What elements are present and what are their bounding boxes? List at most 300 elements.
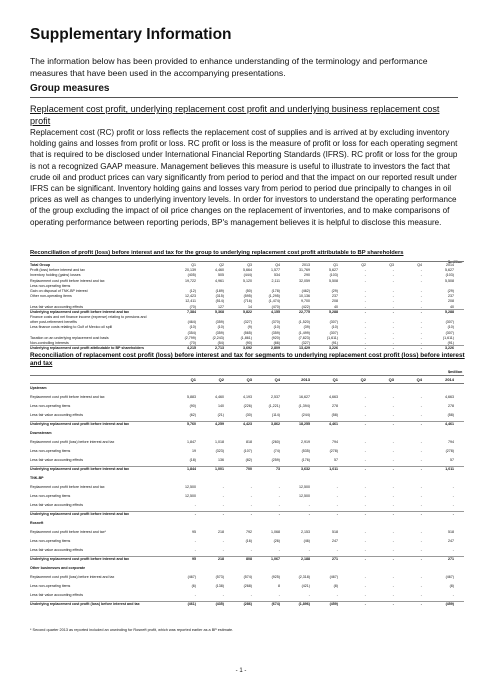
table-cell: - [336,548,338,552]
table-cell: - [420,440,422,444]
row-label: Less fair value accounting effects [30,304,84,309]
table-cell: 3,862 [271,422,280,426]
table-cell: (422) [301,304,310,309]
table-cell: - [308,593,310,597]
table-cell: (107) [243,449,252,453]
row-label: Less finance costs relating to Gulf of Mexico oil spill [30,325,113,330]
table-cell: 4,461 [329,422,338,426]
table-cell: - [420,530,422,534]
table-cell: (461) [187,602,196,606]
table-cell: - [364,530,366,534]
table-cell: Q4 [417,263,422,267]
table-cell: 808 [246,557,252,561]
table-cell: - [336,593,338,597]
table2-header-rule [30,383,464,384]
table-cell: 13,429 [299,346,310,351]
table-cell: - [250,503,252,507]
table-cell: - [420,309,422,314]
table-cell: Q4 [275,263,280,267]
table-cell: (327) [301,341,310,345]
table-cell: - [392,304,394,309]
table-cell: - [336,485,338,489]
table2-row [30,449,464,454]
table-cell: - [392,330,394,335]
intro-paragraph: The information below has been provided to enhance understanding of the terminology and performance measures that have been used in the accompanying presentations. [30,56,428,79]
table2-row [30,557,464,562]
table-cell: - [364,458,366,462]
table-cell: 4,961 [215,278,224,283]
table2-column-header: Q3 [388,377,394,382]
table-cell: - [364,304,366,309]
table2-row [30,404,464,409]
table-cell: (10) [331,325,338,330]
table-cell: - [336,494,338,498]
table-cell: (21) [217,413,224,417]
table-cell: - [452,512,454,516]
table2-row [30,539,464,544]
table-cell: - [420,294,422,299]
table-cell: - [392,395,394,399]
table-cell: 2,188 [301,557,310,561]
table2-row [30,395,464,400]
table-cell: (1,499) [298,330,310,335]
table-cell: 505 [218,273,224,278]
table2-row [30,476,464,481]
table-cell: (1,611) [326,335,338,340]
table-cell: (514) [215,299,224,304]
table-cell: - [420,278,422,283]
table2-row [30,485,464,490]
table-cell: 2,919 [301,440,310,444]
table-cell: (82) [245,458,252,462]
table-cell: - [364,485,366,489]
table-cell: - [336,503,338,507]
table-cell: 4,193 [243,395,252,399]
row-label: Rosneft [30,521,44,525]
table-cell: - [392,530,394,534]
row-label: Less fair value accounting effects [30,413,84,417]
table-cell: - [392,268,394,273]
table-cell: (925) [271,575,280,579]
table-cell: - [222,548,224,552]
table1-top-rule [30,261,464,262]
body-paragraph: Replacement cost (RC) profit or loss reflects the replacement cost of supplies and is arrived at by excluding inventory holding gains and losses from profit or loss. RC profit or loss is the measure of profit or loss for each operating segment that is required to be disclosed under International Financial Reporting Standards (IFRS). RC profit or loss for the group is not a recognized GAAP measure. Management believes this measure is useful to illustrate to investors the fact that crude oil and product prices can vary significantly from period to period and that the impact on our reported result under IFRS can be significant. Inventory holding gains and losses vary from period to period due principally to changes in oil prices as well as changes to underlying inventory levels. In order for investors to understand the operating performance of the group excluding the impact of oil price changes on the replacement of inventories, and to make comparisons of operating performance between reporting periods, BP's management believes it is helpful to disclose this measure. [30,128,458,227]
table-cell: - [278,512,280,516]
table-cell: 208 [448,299,454,304]
table-cell: - [222,485,224,489]
table2-row [30,386,464,391]
table-cell: - [392,503,394,507]
table-cell: 5,368 [215,309,224,314]
table2-row-rule [30,421,464,422]
table-cell: (1,611) [442,335,454,340]
table2-row-rule [30,556,464,557]
row-label: Less fair value accounting effects [30,548,84,552]
table2-row [30,512,464,517]
table-cell: - [420,413,422,417]
table-cell: - [364,593,366,597]
table-cell: (307) [329,330,338,335]
table-cell: (10) [273,325,280,330]
table-cell: - [364,548,366,552]
table-cell: - [364,503,366,507]
table-cell: (307) [445,330,454,335]
table-cell: (470) [271,304,280,309]
table-cell: 2014 [446,263,454,267]
table-cell: (359) [215,320,224,325]
table-cell: 4,215 [187,346,196,351]
table-cell: 278 [332,404,338,408]
table-cell: - [392,289,394,293]
table1-unit: $million [448,260,463,264]
table-cell: - [392,602,394,606]
table-cell: 1,577 [271,268,280,273]
row-label: Finance costs and net finance income (expense) relating to pensions and [30,315,147,319]
table2-row [30,467,464,472]
table-cell: - [308,512,310,516]
table-cell: - [420,449,422,453]
table-cell: 4,663 [329,395,338,399]
table-cell: - [392,335,394,340]
table-cell: (18) [189,458,196,462]
table-cell: 5,664 [243,268,252,273]
table-cell: - [392,325,394,330]
footnote: * Second quarter 2013 as reported included an unwinding for Rosneft profit, which was reported earlier as a BP estimate. [30,628,234,632]
row-label: Underlying replacement cost profit before interest and tax [30,309,130,314]
table-cell: - [194,539,196,543]
row-label: Total Group [30,263,51,267]
table-cell: (189) [215,289,224,293]
table-cell: 12,411 [185,299,196,304]
table-cell: 5,288 [329,309,338,314]
table-cell: - [278,503,280,507]
table2-row [30,422,464,427]
table-cell: - [420,503,422,507]
table-cell: - [364,602,366,606]
table-cell: 5,760 [187,422,196,426]
table-cell: - [392,512,394,516]
table-cell: 3,632 [301,467,310,471]
table-cell: (70) [189,304,196,309]
table-cell: 794 [332,440,338,444]
table-cell: Q2 [219,263,224,267]
table-cell: 32,059 [299,278,310,283]
table-cell: - [420,557,422,561]
row-label: Underlying replacement cost profit before interest and tax [30,557,130,561]
table-cell: (435) [215,602,224,606]
table-cell: 40 [450,304,454,309]
section-heading: Group measures [30,83,110,94]
row-label: Replacement cost profit before interest and tax [30,278,105,283]
table-cell: 57 [334,458,338,462]
table-cell: (176) [301,458,310,462]
table-cell: - [452,503,454,507]
table-cell: (1,221) [268,404,280,408]
table2-column-header: Q2 [360,377,366,382]
table-cell: - [420,320,422,325]
table2-column-header: 2013 [301,377,310,382]
table-cell: (573) [215,575,224,579]
table-cell: - [420,539,422,543]
table-cell: (8) [449,584,454,588]
table-cell: 792 [246,530,252,534]
table-cell: (307) [445,320,454,325]
table-cell: (74) [273,449,280,453]
table-cell: - [420,512,422,516]
table-cell: - [420,268,422,273]
table-cell: (30) [245,413,252,417]
row-label: Downstream [30,431,52,435]
table-cell: 5,120 [243,278,252,283]
table-cell: - [392,440,394,444]
table-cell: 2,153 [301,530,310,534]
row-label: TNK-BP [30,476,44,480]
table-cell: (595) [243,294,252,299]
table-cell: 73 [276,467,280,471]
table-cell: - [278,485,280,489]
table-cell: 4,460 [215,395,224,399]
table-cell: - [420,346,422,351]
table-cell: (2,799) [184,335,196,340]
table-cell: - [420,395,422,399]
table-cell: (10) [189,325,196,330]
row-label: Less non-operating items [30,539,71,543]
table-cell: (2,318) [298,575,310,579]
table-cell: (7,823) [298,335,310,340]
row-label: Other businesses and corporate [30,566,86,570]
table-cell: 57 [450,458,454,462]
row-label: Underlying replacement cost profit before interest and tax [30,512,130,516]
table-cell: 2013 [302,263,310,267]
table-cell: Q3 [389,263,394,267]
table-cell: 1,844 [187,467,196,471]
table-cell: - [392,584,394,588]
table-cell: (244) [301,413,310,417]
table-cell: - [420,458,422,462]
table2-column-header: Q2 [218,377,224,382]
row-label: Replacement cost profit (loss) before interest and tax [30,440,115,444]
table-cell: 31,769 [299,268,310,273]
table-cell: 1,847 [187,440,196,444]
table2-row-rule [30,601,464,602]
table-cell: - [222,503,224,507]
table2-row [30,413,464,418]
table-cell: (46) [303,539,310,543]
row-label: Less non-operating items [30,494,71,498]
table-cell: 1,068 [271,530,280,534]
row-label: Underlying replacement cost profit (loss) before interest and tax [30,602,140,606]
row-label: Less non-operating items [30,404,71,408]
table-cell: (226) [243,404,252,408]
table-cell: 2,809 [271,346,280,351]
table-cell: - [392,422,394,426]
row-label: Other non-operating items [30,294,72,299]
row-label: Underlying replacement cost profit before interest and tax [30,467,130,471]
table-cell: 1,001 [215,467,224,471]
table-cell: 3,226 [329,346,338,351]
table-cell: (467) [329,575,338,579]
table-cell: - [364,289,366,293]
row-label: Profit (loss) before interest and tax [30,268,85,273]
table-cell: - [420,341,422,345]
table-cell: - [420,602,422,606]
table-cell: - [364,440,366,444]
table-cell: - [194,593,196,597]
table-cell: 1,018 [215,440,224,444]
table-cell: 794 [448,440,454,444]
table-cell: 5,627 [445,268,454,273]
table-cell: (10) [447,325,454,330]
table-cell: - [364,539,366,543]
table-cell: - [364,557,366,561]
table-cell: (90) [245,341,252,345]
table-cell: - [392,458,394,462]
table-cell: - [420,593,422,597]
table-cell: 4,663 [445,395,454,399]
table2-row [30,440,464,445]
table-cell: 5,508 [445,278,454,283]
table-cell: - [392,294,394,299]
table-cell: (178) [271,289,280,293]
table-cell: - [222,593,224,597]
table-cell: 140 [218,404,224,408]
table-cell: 40 [334,304,338,309]
table-cell: (370) [271,320,280,325]
table2-column-header: Q4 [274,377,280,382]
row-label: Less non-operating items [30,283,71,288]
table-cell: - [364,494,366,498]
table-cell: 19,722 [185,278,196,283]
table-cell: - [420,548,422,552]
table-cell: (1,896) [298,602,310,606]
table-cell: 218 [218,557,224,561]
table-cell: - [420,404,422,408]
table-cell: 237 [448,294,454,299]
table-cell: 1,067 [271,557,280,561]
table-cell: (459) [329,602,338,606]
table-cell: 127 [218,304,224,309]
table-cell: - [364,299,366,304]
table-cell: 4,155 [271,309,280,314]
table-cell: (1,861) [240,335,252,340]
table-cell: (354) [187,330,196,335]
table-cell: - [392,494,394,498]
table2-column-header: Q3 [246,377,252,382]
table-cell: (54) [217,341,224,345]
table-cell: 247 [332,539,338,543]
table2-row [30,602,464,607]
table-cell: - [420,325,422,330]
table-cell: 518 [332,530,338,534]
row-label: Less fair value accounting effects [30,593,84,597]
table-cell: 95 [192,557,196,561]
table1-title: Reconciliation of profit (loss) before interest and tax for the group to underlying replacement cost profit attributable to BP shareholders [30,250,404,256]
table-cell: 4,423 [243,422,252,426]
table2-row [30,503,464,508]
table-cell: (323) [215,449,224,453]
table-cell: (327) [243,320,252,325]
table-cell: 5,508 [329,278,338,283]
table-cell: (716) [243,299,252,304]
table-cell: (103) [445,273,454,278]
table-cell: - [392,299,394,304]
table-cell: - [392,320,394,325]
row-label: Replacement cost profit before interest and tax* [30,530,106,534]
table-cell: (12) [189,289,196,293]
table-cell: 19 [192,449,196,453]
table-cell: - [250,593,252,597]
table2-row [30,548,464,553]
table-cell: - [452,485,454,489]
table-cell: 9,700 [301,299,310,304]
table-cell: (62) [189,413,196,417]
table-cell: - [364,320,366,325]
table-cell: 5,822 [243,309,252,314]
table-cell: (574) [243,575,252,579]
table-cell: (58) [331,413,338,417]
table-cell: 5,883 [187,395,196,399]
table-cell: (90) [189,404,196,408]
table-cell: 818 [246,440,252,444]
table2-row [30,494,464,499]
table-cell: - [250,485,252,489]
table-cell: (259) [271,458,280,462]
table-cell: - [392,575,394,579]
table-cell: - [392,593,394,597]
table-cell: - [250,548,252,552]
table-cell: 290 [304,273,310,278]
table-cell: (565) [243,330,252,335]
table-cell: - [392,278,394,283]
table-cell: (2,243) [212,335,224,340]
table-cell: (114) [271,413,280,417]
table-cell: - [364,404,366,408]
table-cell: 12,500 [185,485,196,489]
table-cell: 1,011 [329,467,338,471]
table-cell: - [364,413,366,417]
table-cell: (359) [215,330,224,335]
table-cell: - [392,485,394,489]
table-cell: - [194,503,196,507]
table-cell: (1,295) [268,294,280,299]
table-cell: - [278,593,280,597]
table-cell: (467) [445,575,454,579]
table-cell: - [364,273,366,278]
table2-row-rule [30,466,464,467]
table2-row-rule [30,511,464,512]
table-cell: - [364,309,366,314]
table-cell: - [392,404,394,408]
table-cell: (278) [445,449,454,453]
table-cell: - [364,341,366,345]
table-cell: 278 [448,404,454,408]
row-label: Less non-operating items [30,449,71,453]
table-cell: - [392,273,394,278]
table-cell: - [420,304,422,309]
table-cell: (260) [271,440,280,444]
table1-row-rule [30,309,464,310]
table-cell: (9) [247,325,252,330]
table2-top-rule [30,375,464,376]
table-cell: (459) [445,602,454,606]
table-cell: 2,713 [215,346,224,351]
table-cell: - [364,575,366,579]
table-cell: 18,255 [299,422,310,426]
table1-row-rule [30,345,464,346]
table-cell: (444) [243,273,252,278]
table-cell: (50) [245,289,252,293]
table-cell: (138) [215,584,224,588]
